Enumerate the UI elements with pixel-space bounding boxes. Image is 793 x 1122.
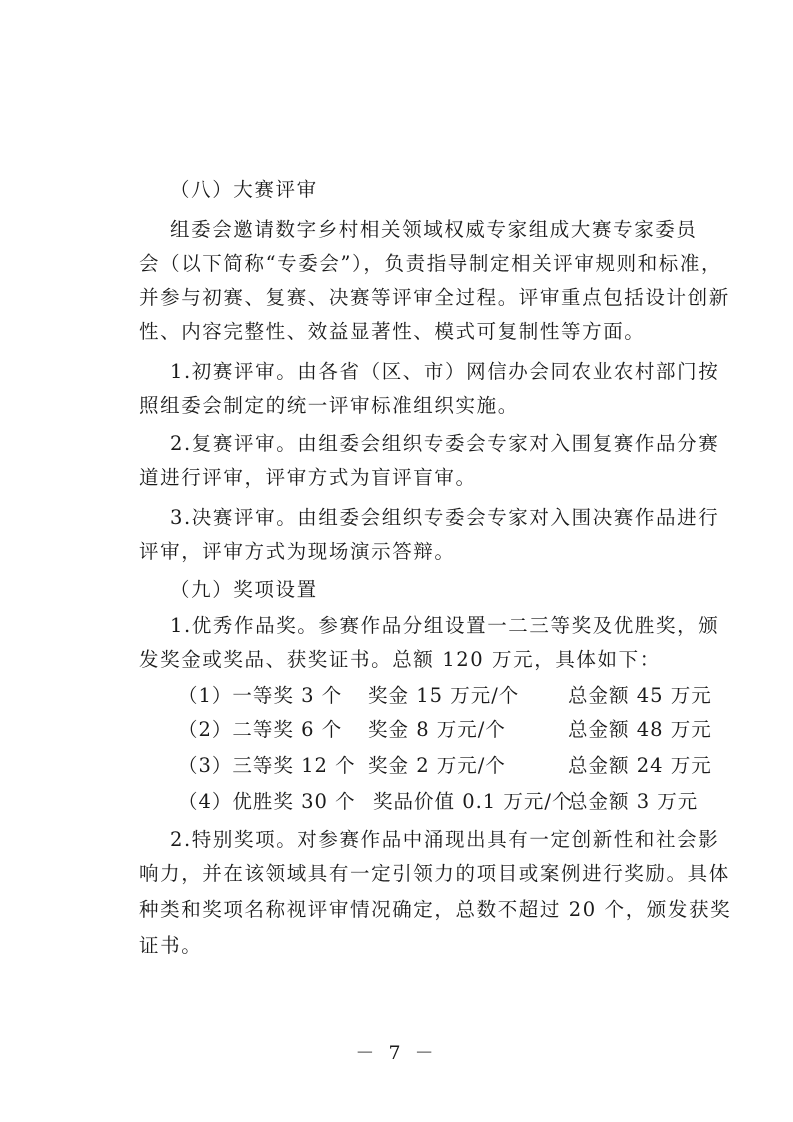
award-name: （3）三等奖 12 个 <box>178 754 356 777</box>
award-item-2-line: 响力，并在该领域具有一定引领力的项目或案例进行奖励。具体 <box>139 862 730 885</box>
section-heading-9: （九）奖项设置 <box>170 578 318 601</box>
paragraph-line: 性、内容完整性、效益显著性、模式可复制性等方面。 <box>139 320 646 343</box>
award-total: 总金额 3 万元 <box>568 790 699 813</box>
award-name: （1）一等奖 3 个 <box>178 684 343 707</box>
award-prize: 奖金 2 万元/个 <box>368 754 506 777</box>
page-number: － 7 － <box>355 1042 438 1064</box>
paragraph-line: 组委会邀请数字乡村相关领域权威专家组成大赛专家委员 <box>170 218 698 241</box>
review-item-1-line: 1.初赛评审。由各省（区、市）网信办会同农业农村部门按 <box>170 360 720 383</box>
award-name: （2）二等奖 6 个 <box>178 718 343 741</box>
review-item-3-line: 评审，评审方式为现场演示答辩。 <box>139 540 456 563</box>
section-heading-8: （八）大赛评审 <box>170 178 318 201</box>
paragraph-line: 会（以下简称“专委会”），负责指导制定相关评审规则和标准， <box>139 252 723 275</box>
review-item-2-line: 2.复赛评审。由组委会组织专委会专家对入围复赛作品分赛 <box>170 432 720 455</box>
award-item-2-line: 种类和奖项名称视评审情况确定，总数不超过 20 个，颁发获奖 <box>139 898 732 921</box>
award-item-2-line: 证书。 <box>139 934 203 957</box>
award-item-1-line: 发奖金或奖品、获奖证书。总额 120 万元，具体如下： <box>139 648 661 671</box>
award-prize: 奖金 15 万元/个 <box>368 684 520 707</box>
award-total: 总金额 24 万元 <box>568 754 712 777</box>
award-total: 总金额 45 万元 <box>568 684 712 707</box>
award-item-2-line: 2.特别奖项。对参赛作品中涌现出具有一定创新性和社会影 <box>170 828 720 851</box>
review-item-2-line: 道进行评审，评审方式为盲评盲审。 <box>139 466 477 489</box>
paragraph-line: 并参与初赛、复赛、决赛等评审全过程。评审重点包括设计创新 <box>139 286 730 309</box>
award-name: （4）优胜奖 30 个 <box>178 790 356 813</box>
award-item-1-line: 1.优秀作品奖。参赛作品分组设置一二三等奖及优胜奖，颁 <box>170 614 720 637</box>
award-prize: 奖金 8 万元/个 <box>368 718 506 741</box>
award-prize: 奖品价值 0.1 万元/个 <box>373 790 573 813</box>
review-item-3-line: 3.决赛评审。由组委会组织专委会专家对入围决赛作品进行 <box>170 506 720 529</box>
review-item-1-line: 照组委会制定的统一评审标准组织实施。 <box>139 394 519 417</box>
award-total: 总金额 48 万元 <box>568 718 712 741</box>
